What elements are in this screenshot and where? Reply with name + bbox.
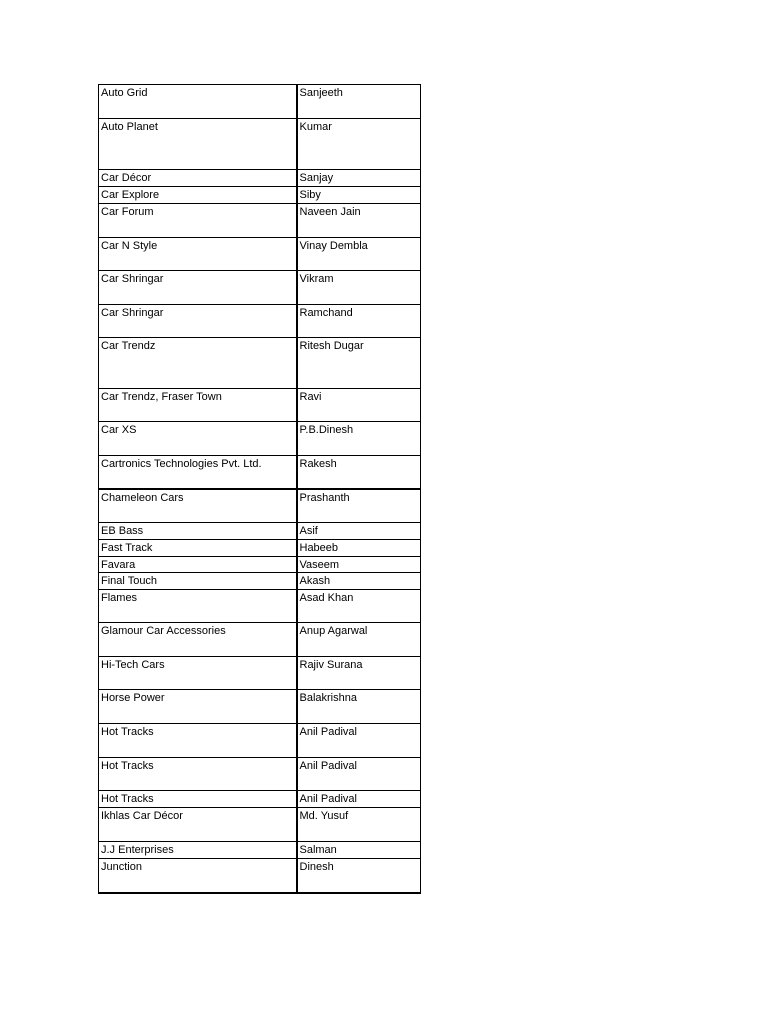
contact-name-cell: Siby: [297, 187, 421, 204]
dealer-name-cell: Cartronics Technologies Pvt. Ltd.: [99, 456, 297, 489]
contact-name-cell: Anil Padival: [297, 724, 421, 758]
dealer-name-cell: Car N Style: [99, 238, 297, 271]
table-row: [99, 557, 421, 573]
dealer-name-cell: J.J Enterprises: [99, 842, 297, 859]
dealer-name-cell: Fast Track: [99, 540, 297, 557]
dealer-name-cell: Hot Tracks: [99, 791, 297, 808]
table-row: [99, 540, 421, 557]
contact-name-cell: Naveen Jain: [297, 204, 421, 238]
contact-name-cell: Asad Khan: [297, 590, 421, 623]
contact-name-cell: Ritesh Dugar: [297, 338, 421, 389]
contact-name-cell: Kumar: [297, 119, 421, 170]
dealer-name-cell: Car Shringar: [99, 271, 297, 305]
table-row: [99, 690, 421, 724]
contact-name-cell: Habeeb: [297, 540, 421, 557]
contact-name-cell: Md. Yusuf: [297, 808, 421, 842]
contact-name-cell: Vikram: [297, 271, 421, 305]
contact-name-cell: P.B.Dinesh: [297, 422, 421, 456]
dealer-name-cell: Car XS: [99, 422, 297, 456]
dealer-name-cell: Hot Tracks: [99, 724, 297, 758]
table-row: [99, 338, 421, 389]
contact-name-cell: Sanjeeth: [297, 85, 421, 119]
table-row: [99, 456, 421, 489]
table-row: [99, 808, 421, 842]
table-row: [99, 238, 421, 271]
dealer-name-cell: Car Trendz, Fraser Town: [99, 389, 297, 422]
table-row: [99, 305, 421, 338]
dealer-name-cell: Auto Grid: [99, 85, 297, 119]
contact-name-cell: Sanjay: [297, 170, 421, 187]
dealer-name-cell: Hi-Tech Cars: [99, 657, 297, 690]
table-row: [99, 657, 421, 690]
table-row: [99, 724, 421, 758]
contact-name-cell: Asif: [297, 523, 421, 540]
table-row: [99, 389, 421, 422]
dealer-name-cell: Final Touch: [99, 573, 297, 590]
table-row: [99, 489, 421, 523]
dealer-name-cell: Auto Planet: [99, 119, 297, 170]
table-row: [99, 590, 421, 623]
dealer-name-cell: Ikhlas Car Décor: [99, 808, 297, 842]
dealer-name-cell: EB Bass: [99, 523, 297, 540]
dealer-name-cell: Favara: [99, 557, 297, 573]
dealer-name-cell: Car Trendz: [99, 338, 297, 389]
dealer-sheet: [98, 84, 420, 894]
table-row: [99, 85, 421, 119]
table-row: [99, 523, 421, 540]
dealer-name-cell: Hot Tracks: [99, 758, 297, 791]
contact-name-cell: Vaseem: [297, 557, 421, 573]
contact-name-cell: Ramchand: [297, 305, 421, 338]
dealer-name-cell: Glamour Car Accessories: [99, 623, 297, 657]
table-row: [99, 623, 421, 657]
dealer-name-cell: Junction: [99, 859, 297, 893]
dealer-name-cell: Car Décor: [99, 170, 297, 187]
table-row: [99, 422, 421, 456]
contact-name-cell: Vinay Dembla: [297, 238, 421, 271]
dealer-name-cell: Car Explore: [99, 187, 297, 204]
table-row: [99, 170, 421, 187]
contact-name-cell: Anil Padival: [297, 791, 421, 808]
contact-name-cell: Anil Padival: [297, 758, 421, 791]
table-row: [99, 204, 421, 238]
contact-name-cell: Dinesh: [297, 859, 421, 893]
table-row: [99, 271, 421, 305]
dealer-name-cell: Car Shringar: [99, 305, 297, 338]
table-row: [99, 119, 421, 170]
contact-name-cell: Ravi: [297, 389, 421, 422]
table-row: [99, 187, 421, 204]
dealer-table: [98, 84, 421, 894]
dealer-name-cell: Car Forum: [99, 204, 297, 238]
contact-name-cell: Balakrishna: [297, 690, 421, 724]
contact-name-cell: Prashanth: [297, 489, 421, 523]
table-row: [99, 842, 421, 859]
contact-name-cell: Rajiv Surana: [297, 657, 421, 690]
dealer-name-cell: Chameleon Cars: [99, 489, 297, 523]
contact-name-cell: Salman: [297, 842, 421, 859]
table-row: [99, 758, 421, 791]
contact-name-cell: Rakesh: [297, 456, 421, 489]
table-row: [99, 859, 421, 893]
table-row: [99, 791, 421, 808]
contact-name-cell: Anup Agarwal: [297, 623, 421, 657]
table-row: [99, 573, 421, 590]
contact-name-cell: Akash: [297, 573, 421, 590]
dealer-name-cell: Horse Power: [99, 690, 297, 724]
dealer-name-cell: Flames: [99, 590, 297, 623]
